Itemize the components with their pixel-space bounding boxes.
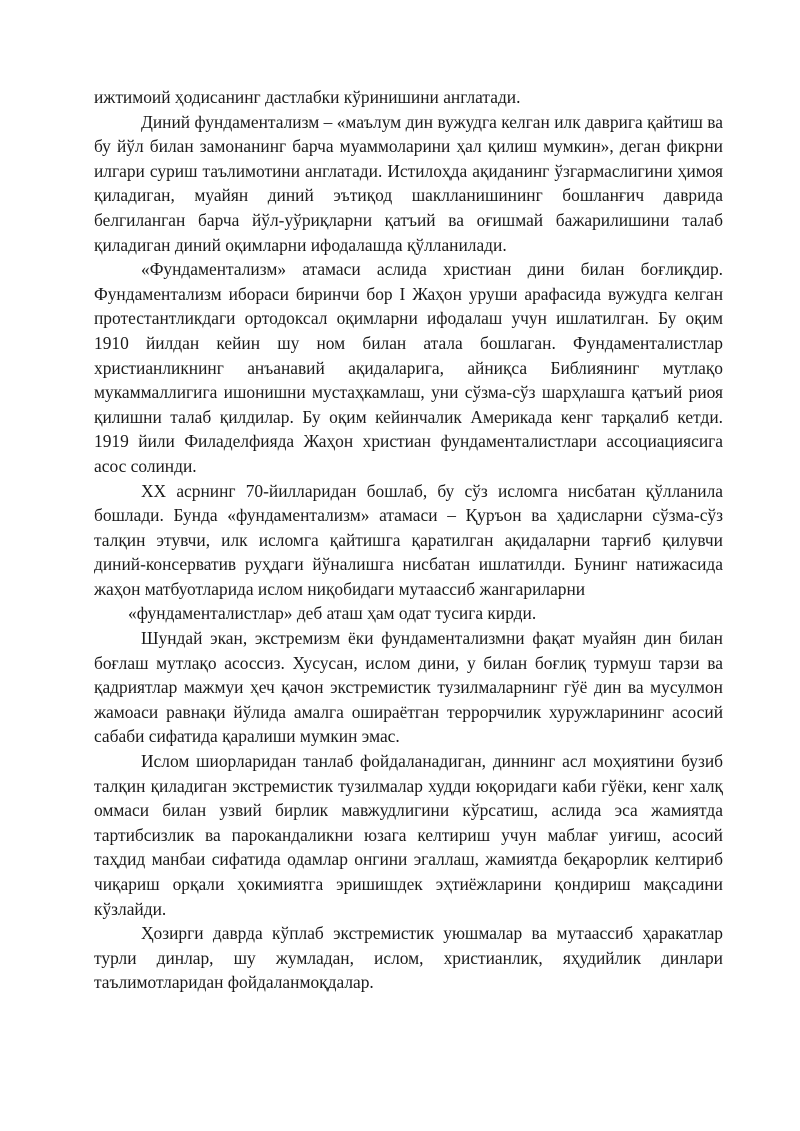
- document-page: [94, 85, 723, 995]
- paragraph-fundamentalists-naming: «фундаменталистлар» деб аташ ҳам одат тусига кирди.: [128, 603, 537, 624]
- paragraph-religious-fundamentalism: Диний фундаментализм – «маълум дин вужудга келган илк даврига қайтиш ва бу йўл билан замонанинг барча муаммоларини ҳал қилиш мумкин», деган фикрни илгари суриш таълимотини англатади. Истилоҳда ақиданинг ўзгармаслигини ҳимоя қиладиган, муайян диний эътиқод шаклланишининг бошланғич даврида белгиланган барча йўл-уўриқларни қатъий ва оғишмай бажарилишини талаб қиладиган диний оқимларни ифодалашда қўлланилади.: [94, 111, 723, 255]
- paragraph-extremist-structures: Ислом шиорларидан танлаб фойдаланадиган, диннинг асл моҳиятини бузиб талқин қиладиган экстремистик тузилмалар худди юқоридаги каби гўёки, кенг халқ оммаси билан узвий бирлик мавжудлигини кўрсатиш, аслида эса жамиятда тартибсизлик ва парокандаликни юзага келтириш учун маблағ уиғиш, асосий таҳдид манбаи сифатида одамлар онгини эгаллаш, жамиятда беқарорлик келтириб чиқариш орқали ҳокимиятга эришишдек эҳтиёжларини қондириш мақсадини кўзлайди.: [94, 751, 723, 919]
- paragraph-term-origin: «Фундаментализм» атамаси аслида христиан дини билан боғлиқдир. Фундаментализм ибораси биринчи бор I Жаҳон уруши арафасида вужудга келган протестантликдаги ортодоксал оқимларни ифодалаш учун ишлатилган. Бу оқим 1910 йилдан кейин шу ном билан атала бошлаган. Фундаменталистлар христианликнинг анъанавий ақидаларига, айниқса Библиянинг мутлақо мукаммаллигига ишонишни мустаҳкамлаш, уни сўзма-сўз шарҳлашга қатъий риоя қилишни талаб қилдилар. Бу оқим кейинчалик Америкада кенг тарқалиб кетди. 1919 йили Филаделфияда Жаҳон христиан фундаменталистлари ассоциациясига асос солинди.: [94, 259, 723, 476]
- paragraph-extremism-not-religion: Шундай экан, экстремизм ёки фундаментализмни фақат муайян дин билан боғлаш мутлақо асоссиз. Хусусан, ислом дини, у билан боғлиқ турмуш тарзи ва қадриятлар мажмуи ҳеч қачон экстремистик тузилмаларнинг гўё дин ва мусулмон жамоаси равнақи йўлида амалга ошираётган террорчилик хуружларининг асосий сабаби сифатида қаралиши мумкин эмас.: [94, 628, 723, 747]
- paragraph-current-period: Ҳозирги даврда кўплаб экстремистик уюшмалар ва мутаассиб ҳаракатлар турли динлар, шу жумладан, ислом, христианлик, яҳудийлик динлари таълимотларидан фойдаланмоқдалар.: [94, 923, 723, 993]
- paragraph-continuation: ижтимоий ҳодисанинг дастлабки кўринишини англатади.: [94, 87, 521, 107]
- paragraph-xx-century: XX асрнинг 70-йилларидан бошлаб, бу сўз исломга нисбатан қўлланила бошлади. Бунда «фундаментализм» атамаси – Қуръон ва ҳадисларни сўзма-сўз талқин этувчи, илк исломга қайтишга қаратилган ақидаларни тарғиб қилувчи диний-консерватив руҳдаги йўналишга нисбатан ишлатилди. Бунинг натижасида жаҳон матбуотларида ислом ниқобидаги мутаассиб жангариларни: [94, 480, 723, 599]
